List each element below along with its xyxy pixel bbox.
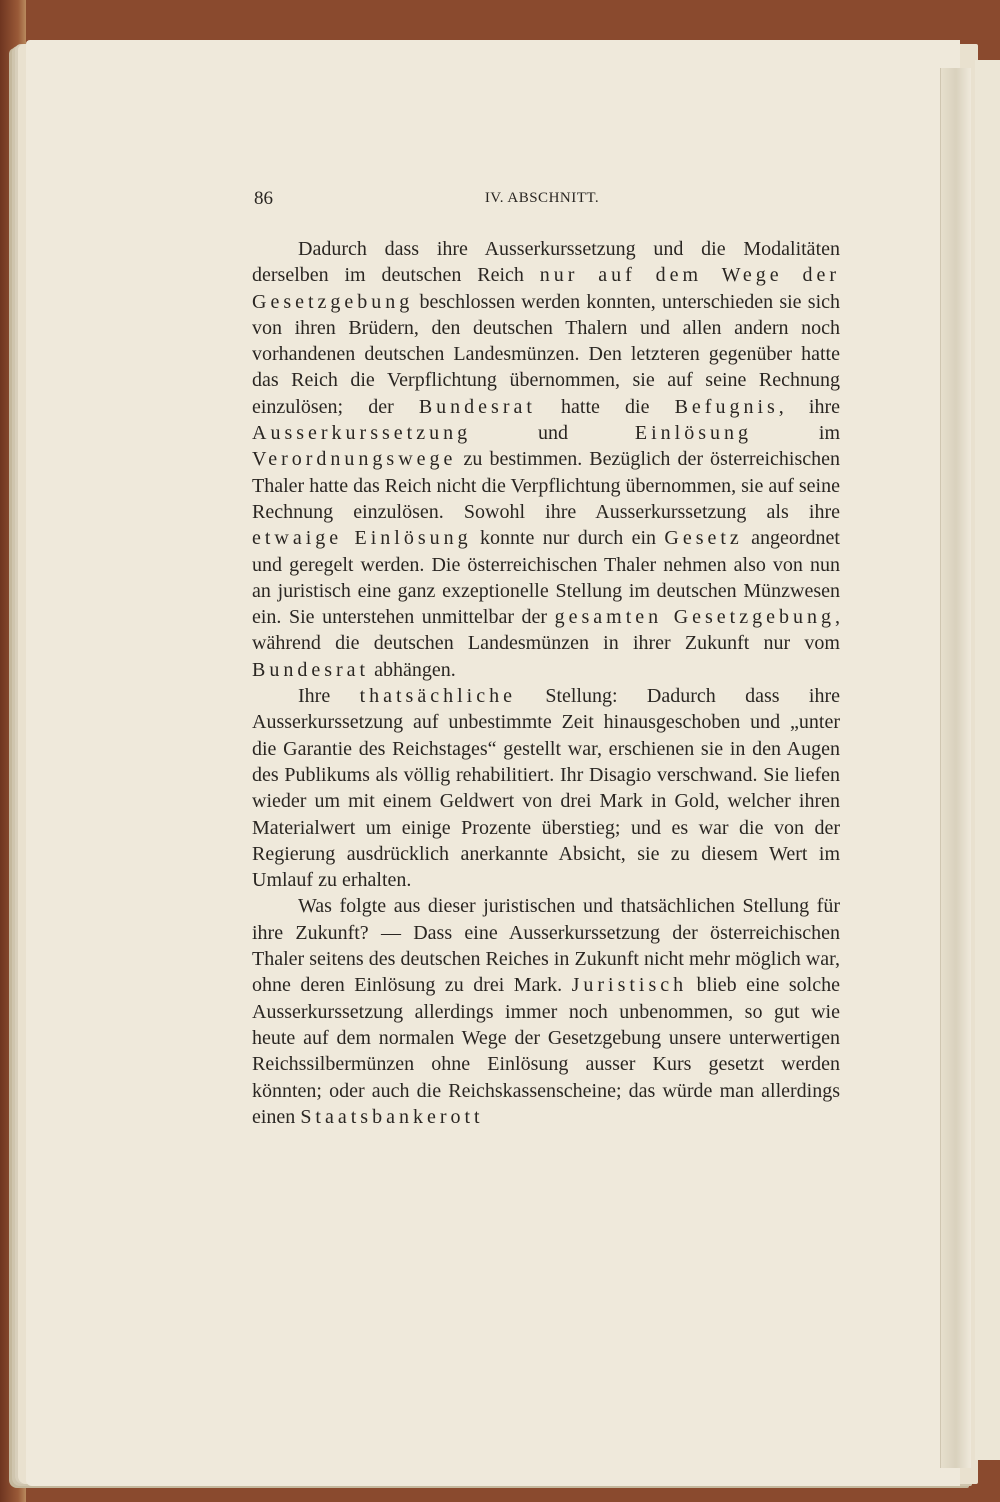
paragraph — [252, 236, 840, 683]
emphasized-text: Ausserkurssetzung — [252, 422, 472, 445]
text-run: konnte nur durch ein — [471, 527, 665, 550]
text-run: Was folgte aus dieser juristischen und thatsächlichen Stellung für ihre Zukunft? — Dass eine Ausserkurssetzung der österreichischen Thaler seitens des deutschen Reiches in Zukunft nicht mehr möglich war, ohne deren Einlösung zu drei Mark. — [252, 895, 840, 997]
text-run: blieb eine solche Ausserkurssetzung allerdings immer noch unbenommen, so gut wie heute auf dem normalen Wege der Gesetzgebung unsere unterwertigen Reichssilbermünzen ohne Einlösung ausser Kurs gesetzt werden könnten; oder auch die Reichskassenscheine; das würde man allerdings einen — [252, 974, 840, 1128]
text-run: , während die deutschen Landesmünzen in ihrer Zukunft nur vom — [252, 606, 840, 655]
emphasized-text: Einlösung — [634, 422, 752, 445]
text-run: Stellung: Dadurch dass ihre Ausserkurssetzung auf unbestimmte Zeit hinausgeschoben und „unter die Garantie des Reichstages“ gestellt war, erschienen sie in den Augen des Publikums als völlig rehabilitiert. Ihr Disagio verschwand. Sie liefen wieder um mit einem Geldwert von drei Mark in Gold, welcher ihren Materialwert um einige Prozente überstieg; und es war die von der Regierung ausdrücklich anerkannte Absicht, sie zu diesem Wert im Umlauf zu erhalten. — [252, 685, 841, 892]
page-header — [252, 188, 840, 218]
emphasized-text: Verordnungswege — [252, 448, 457, 471]
running-title: IV. ABSCHNITT. — [484, 190, 600, 206]
page-content — [252, 188, 840, 1130]
emphasized-text: Befugnis — [674, 395, 779, 418]
paragraph — [252, 683, 840, 893]
next-page-edge — [975, 60, 1000, 1460]
text-run: Ihre — [298, 685, 360, 708]
text-run: beschlossen werden konnten, unterschieden sie sich von ihren Brüdern, den deutschen Thalern und allen andern noch vorhandenen deutschen Landesmünzen. Den letzteren gegenüber hatte das Reich die Verpflichtung übernommen, sie auf seine Rechnung einzulösen; der — [252, 290, 840, 418]
text-run: Dadurch dass ihre Ausserkurssetzung und die Modalitäten derselben im deutschen Reich — [252, 238, 840, 287]
emphasized-text: gesamten Gesetzgebung — [554, 606, 835, 629]
emphasized-text: Bundesrat — [418, 395, 536, 418]
body-text — [252, 236, 840, 1130]
text-run: zu bestimmen. Bezüglich der österreichischen Thaler hatte das Reich nicht die Verpflichtung übernommen, sie auf seine Rechnung einzulösen. Sowohl ihre Ausserkurssetzung als ihre — [252, 448, 840, 523]
paragraph — [252, 893, 840, 1130]
page-gutter-fold — [940, 68, 971, 1468]
emphasized-text: Gesetz — [664, 527, 743, 550]
text-run: , ihre — [778, 395, 840, 418]
emphasized-text: etwaige Einlösung — [252, 527, 472, 550]
emphasized-text: Juristisch — [571, 974, 688, 997]
emphasized-text: Staatsbankerott — [300, 1105, 484, 1128]
text-run: und — [471, 422, 635, 445]
text-run: im — [752, 422, 840, 445]
emphasized-text: thatsächliche — [359, 685, 516, 708]
emphasized-text: nur auf dem Wege der Gesetzgebung — [252, 264, 840, 313]
text-run: angeordnet und geregelt werden. Die österreichischen Thaler nehmen also von nun an juristisch eine ganz exzeptionelle Stellung im deutschen Münzwesen ein. Sie unterstehen unmittelbar der — [252, 527, 840, 629]
emphasized-text: Bundesrat — [252, 658, 370, 681]
text-run: hatte die — [535, 395, 675, 418]
text-run: abhängen. — [369, 658, 456, 681]
page-number: 86 — [254, 188, 273, 209]
